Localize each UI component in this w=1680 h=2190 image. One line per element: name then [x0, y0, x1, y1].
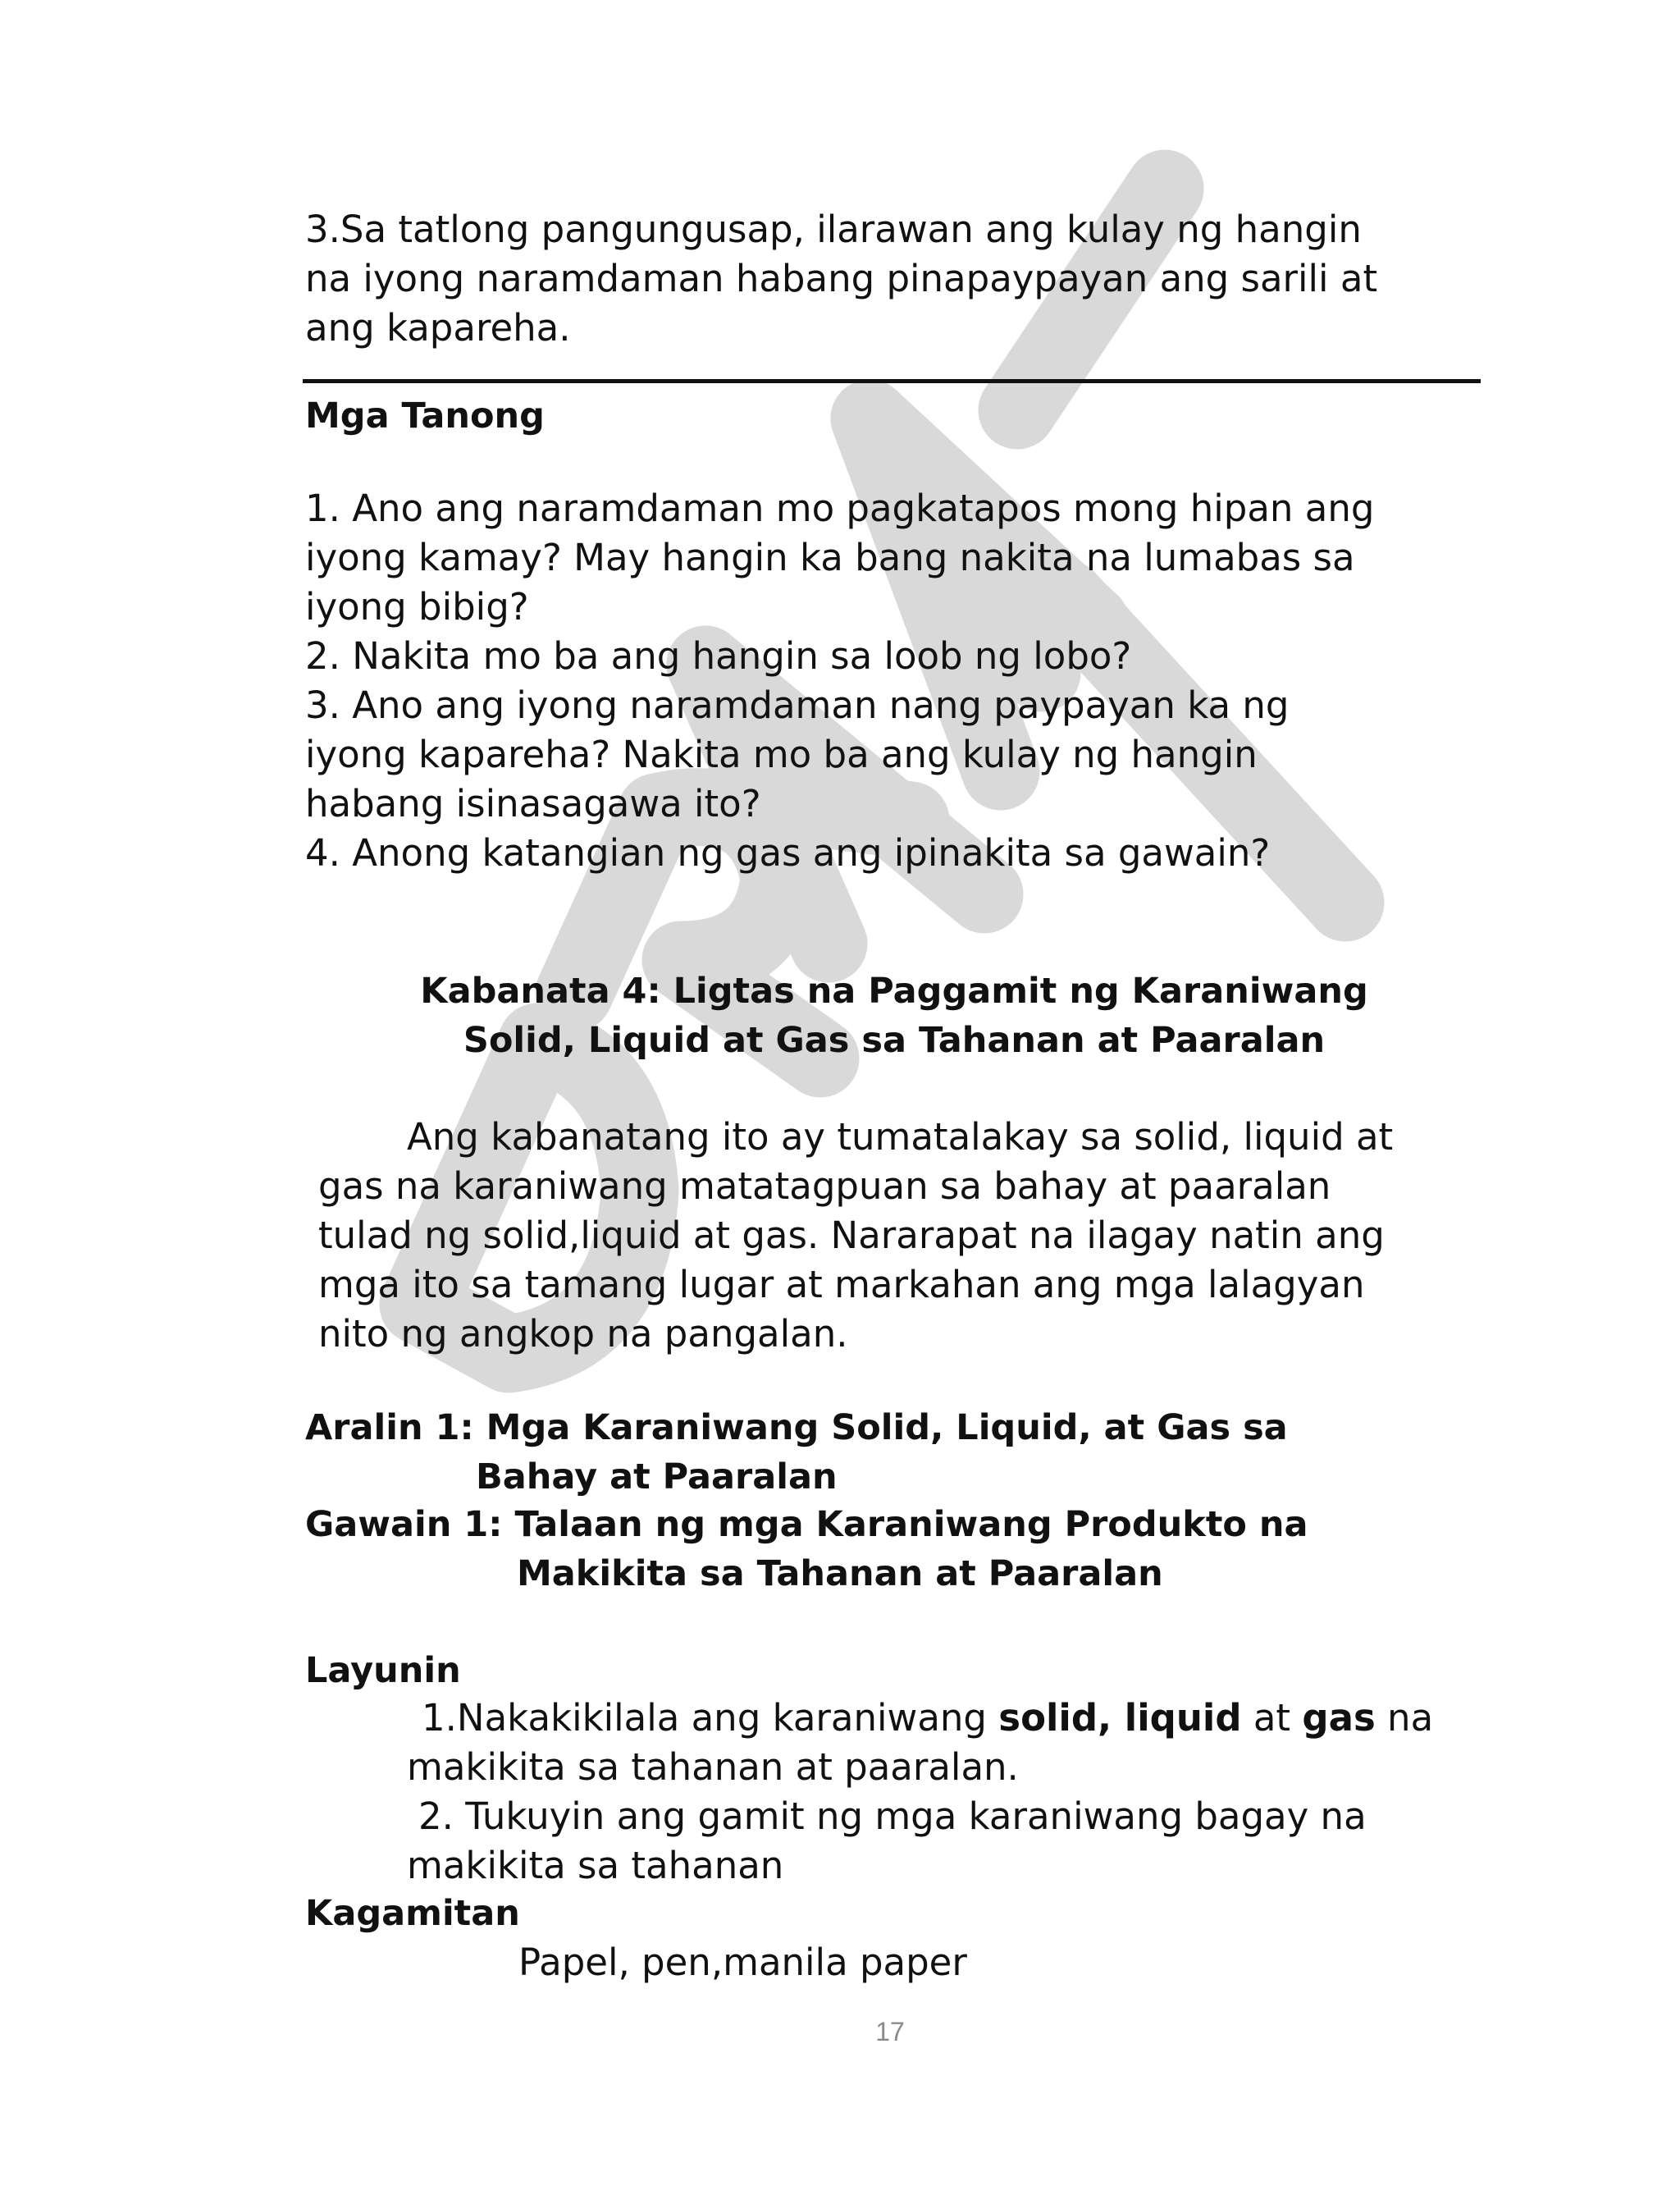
- materials-text: Papel, pen,manila paper: [518, 1941, 967, 1984]
- question-line: 1. Ano ang naramdaman mo pagkatapos mong hipan ang: [305, 487, 1375, 530]
- section-divider: [303, 379, 1481, 383]
- question-line: habang isinasagawa ito?: [305, 782, 761, 825]
- questions-heading: Mga Tanong: [305, 395, 545, 437]
- materials-heading: Kagamitan: [305, 1893, 520, 1934]
- objective-2-line-2: makikita sa tahanan: [407, 1844, 784, 1887]
- aralin-title-line-1: Aralin 1: Mga Karaniwang Solid, Liquid, at Gas sa: [305, 1407, 1288, 1448]
- chapter-intro-line: nito ng angkop na pangalan.: [318, 1312, 848, 1356]
- gawain-title-line-2: Makikita sa Tahanan at Paaralan: [517, 1553, 1163, 1594]
- objective-1-line-1: [422, 1694, 1433, 1743]
- objective-1-line-2: makikita sa tahanan at paaralan.: [407, 1745, 1019, 1789]
- objectives-heading: Layunin: [305, 1650, 461, 1691]
- chapter-intro-line: Ang kabanatang ito ay tumatalakay sa solid, liquid at: [407, 1115, 1394, 1159]
- objective-1-bold-gas: gas: [1302, 1696, 1376, 1740]
- chapter-intro-line: mga ito sa tamang lugar at markahan ang mga lalagyan: [318, 1263, 1365, 1306]
- intro-question-line-3: ang kapareha.: [305, 306, 571, 350]
- intro-question-line-2: na iyong naramdaman habang pinapaypayan ang sarili at: [305, 257, 1378, 300]
- objective-1-prefix: 1.Nakakikilala ang karaniwang: [422, 1696, 999, 1740]
- question-line: iyong kamay? May hangin ka bang nakita na lumabas sa: [305, 536, 1355, 579]
- objective-2-line-1: 2. Tukuyin ang gamit ng mga karaniwang bagay na: [418, 1795, 1367, 1838]
- objective-1-bold-terms: solid, liquid: [998, 1696, 1242, 1740]
- objective-1-mid: at: [1241, 1696, 1303, 1740]
- page-number: 17: [875, 2017, 905, 2046]
- chapter-title-line-2: Solid, Liquid at Gas sa Tahanan at Paaralan: [463, 1020, 1326, 1061]
- gawain-title-line-1: Gawain 1: Talaan ng mga Karaniwang Produkto na: [305, 1504, 1308, 1545]
- chapter-intro-line: gas na karaniwang matatagpuan sa bahay at paaralan: [318, 1164, 1331, 1208]
- objective-1-suffix: na: [1375, 1696, 1434, 1740]
- question-line: 2. Nakita mo ba ang hangin sa loob ng lobo?: [305, 634, 1132, 678]
- chapter-title-line-1: Kabanata 4: Ligtas na Paggamit ng Karaniwang: [420, 971, 1368, 1012]
- question-line: iyong bibig?: [305, 585, 529, 629]
- question-line: iyong kapareha? Nakita mo ba ang kulay ng hangin: [305, 733, 1258, 776]
- intro-question-line-1: 3.Sa tatlong pangungusap, ilarawan ang kulay ng hangin: [305, 208, 1362, 251]
- question-line: 3. Ano ang iyong naramdaman nang paypayan ka ng: [305, 684, 1290, 727]
- aralin-title-line-2: Bahay at Paaralan: [476, 1456, 838, 1497]
- chapter-intro-line: tulad ng solid,liquid at gas. Nararapat na ilagay natin ang: [318, 1214, 1385, 1257]
- question-line: 4. Anong katangian ng gas ang ipinakita sa gawain?: [305, 831, 1271, 875]
